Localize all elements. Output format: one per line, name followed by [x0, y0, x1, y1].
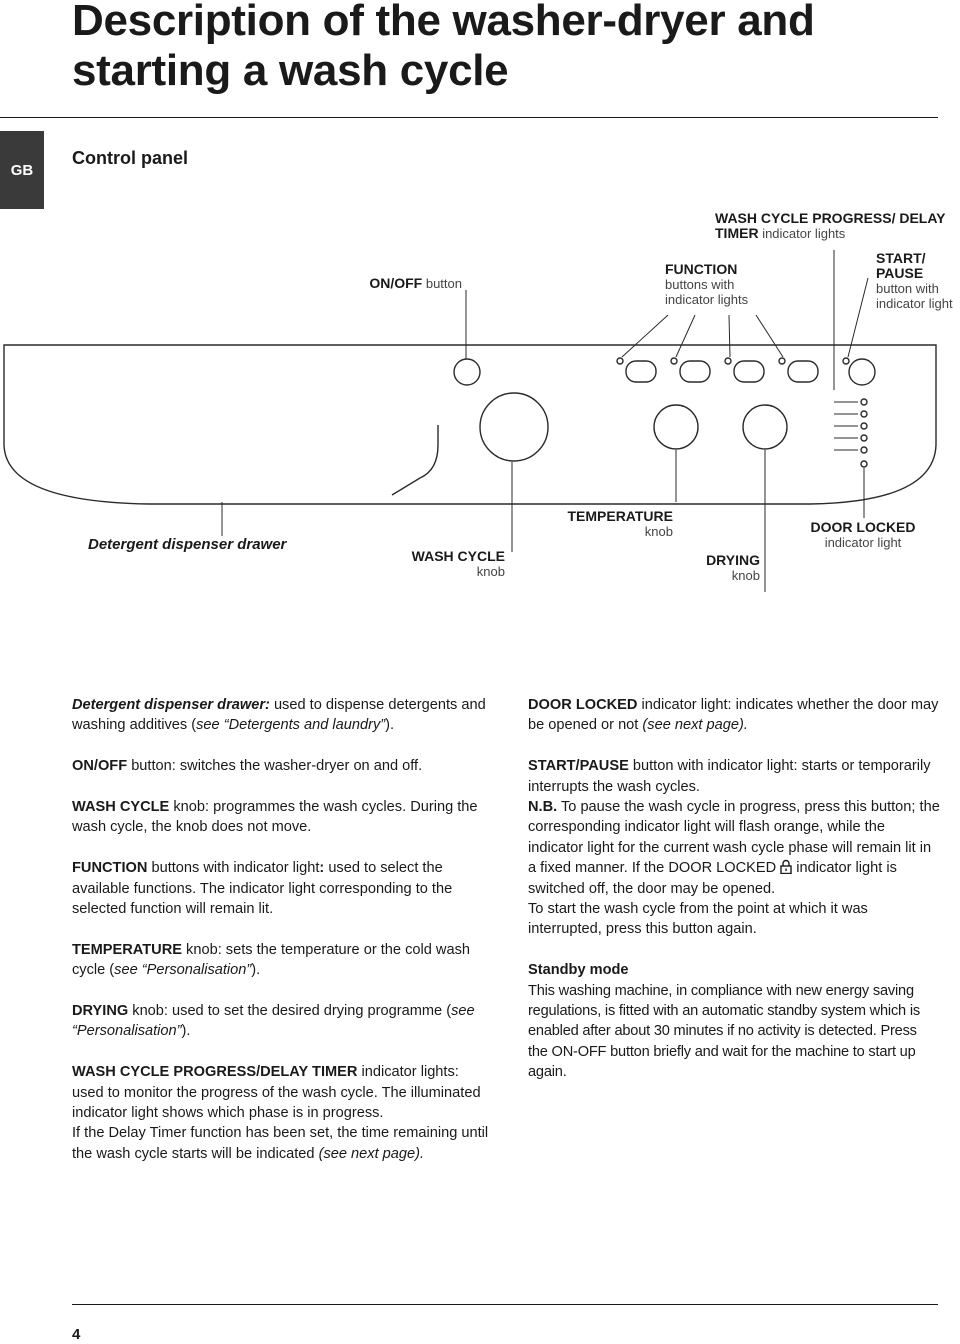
panel-outline: [4, 345, 936, 504]
label-function-bold: FUNCTION: [665, 261, 738, 277]
term-onoff: ON/OFF: [72, 758, 128, 775]
progress-light-4: [861, 435, 867, 441]
label-drawer-bold: Detergent dispenser drawer: [88, 536, 287, 553]
label-doorlocked-rest: indicator light: [824, 535, 902, 550]
function-button-4: [788, 361, 818, 382]
para-function: FUNCTION buttons with indicator light: used to select the available functions. The indicator light corresponding to the selected function will remain lit.: [72, 860, 453, 918]
progress-light-2: [861, 411, 867, 417]
label-washcycle-rest: knob: [476, 564, 505, 579]
para-drying: DRYING knob: used to set the desired drying programme (see “Personalisation”).: [72, 1003, 475, 1040]
drying-knob: [743, 405, 787, 449]
label-progress: [715, 211, 955, 241]
progress-light-5: [861, 447, 867, 453]
function-light-4: [779, 358, 785, 364]
leader-function-2: [676, 315, 695, 357]
leader-function-1: [622, 315, 668, 357]
label-drying-bold: DRYING: [706, 552, 760, 568]
para-washcycle: WASH CYCLE knob: programmes the wash cycles. During the wash cycle, the knob does not move.: [72, 799, 478, 836]
label-onoff-bold: ON/OFF: [369, 275, 423, 291]
para-onoff: ON/OFF button: switches the washer-dryer on and off.: [72, 758, 423, 775]
temperature-knob: [654, 405, 698, 449]
para-standby: [528, 960, 940, 1082]
label-temperature-rest: knob: [644, 524, 673, 539]
label-progress-rest: indicator lights: [762, 226, 846, 241]
title-divider: [0, 117, 938, 118]
start-pause-button: [849, 359, 875, 385]
drawer-edge: [392, 425, 438, 495]
left-column: [72, 695, 492, 1185]
standby-text: This washing machine, in compliance with new energy saving regulations, is fitted with an automatic standby system which is enabled after about 30 minutes if no activity is detected. Press the ON-OFF button briefly and wait for the machine to start up again.: [528, 982, 920, 1081]
function-button-2: [680, 361, 710, 382]
label-doorlocked: [790, 520, 936, 550]
label-drying: [640, 553, 760, 583]
label-drawer: [88, 537, 348, 552]
section-title: Control panel: [72, 148, 188, 168]
para-drawer: Detergent dispenser drawer: used to dispense detergents and washing additives (see “Detergents and laundry”).: [72, 697, 486, 734]
label-start-bold: START/ PAUSE: [876, 250, 926, 281]
term-function: FUNCTION: [72, 860, 148, 877]
label-drying-rest: knob: [731, 568, 760, 583]
term-nb: N.B.: [528, 799, 558, 816]
label-progress-bold: WASH CYCLE PROGRESS/ DELAY TIMER: [715, 210, 946, 241]
progress-light-1: [861, 399, 867, 405]
term-washcycle: WASH CYCLE: [72, 799, 170, 815]
label-start-rest: button with indicator light: [876, 281, 953, 311]
term-drawer: Detergent dispenser drawer:: [72, 697, 270, 713]
label-washcycle-bold: WASH CYCLE: [411, 548, 505, 564]
function-light-3: [725, 358, 731, 364]
leader-function-3: [729, 315, 730, 357]
function-button-1: [626, 361, 656, 382]
right-column: [528, 695, 940, 1103]
door-locked-light: [861, 461, 867, 467]
function-light-2: [671, 358, 677, 364]
start-light: [843, 358, 849, 364]
label-washcycle: [380, 549, 505, 579]
term-drying: DRYING: [72, 1003, 129, 1020]
washcycle-knob: [480, 393, 548, 461]
label-doorlocked-bold: DOOR LOCKED: [810, 519, 916, 535]
function-button-3: [734, 361, 764, 382]
page-number: 4: [72, 1326, 81, 1343]
para-nb: N.B. To pause the wash cycle in progress, press this button; the corresponding indicator light will flash orange, while the indicator light for the current wash cycle phase will remain lit in a fixed manner. If the DOOR LOCKED indicator light is switched off, the door may be opened. To start the wash cycle from the point at which it was interrupted, press this button again.: [528, 799, 940, 938]
page-title: Description of the washer-dryer and starting a wash cycle: [72, 0, 815, 95]
label-onoff-rest: button: [425, 276, 462, 291]
padlock-icon: [780, 859, 792, 874]
function-light-1: [617, 358, 623, 364]
label-function-rest: buttons with indicator lights: [665, 277, 749, 307]
footer-divider: [72, 1304, 938, 1305]
onoff-button: [454, 359, 480, 385]
progress-light-3: [861, 423, 867, 429]
para-temperature: TEMPERATURE knob: sets the temperature or the cold wash cycle (see “Personalisation”).: [72, 941, 470, 979]
term-temperature: TEMPERATURE: [72, 941, 182, 958]
para-doorlocked: DOOR LOCKED indicator light: indicates whether the door may be opened or not (see next page).: [528, 697, 939, 734]
para-startpause: START/PAUSE button with indicator light: starts or temporarily interrupts the wash cycles.: [528, 758, 931, 795]
standby-title: Standby mode: [528, 962, 629, 979]
language-tab: GB: [0, 131, 44, 209]
term-progress: WASH CYCLE PROGRESS/DELAY TIMER: [72, 1064, 358, 1081]
term-doorlocked: DOOR LOCKED: [528, 697, 638, 713]
term-startpause: START/PAUSE: [528, 758, 629, 775]
para-progress: WASH CYCLE PROGRESS/DELAY TIMER indicator lights: used to monitor the progress of the wash cycle. The illuminated indicator light shows which phase is in progress. If the Delay Timer function has been set, the time remaining until the wash cycle starts will be indicated (see next page).: [72, 1064, 489, 1162]
label-temperature: [530, 509, 673, 539]
leader-function-4: [756, 315, 783, 357]
label-temperature-bold: TEMPERATURE: [567, 508, 673, 524]
